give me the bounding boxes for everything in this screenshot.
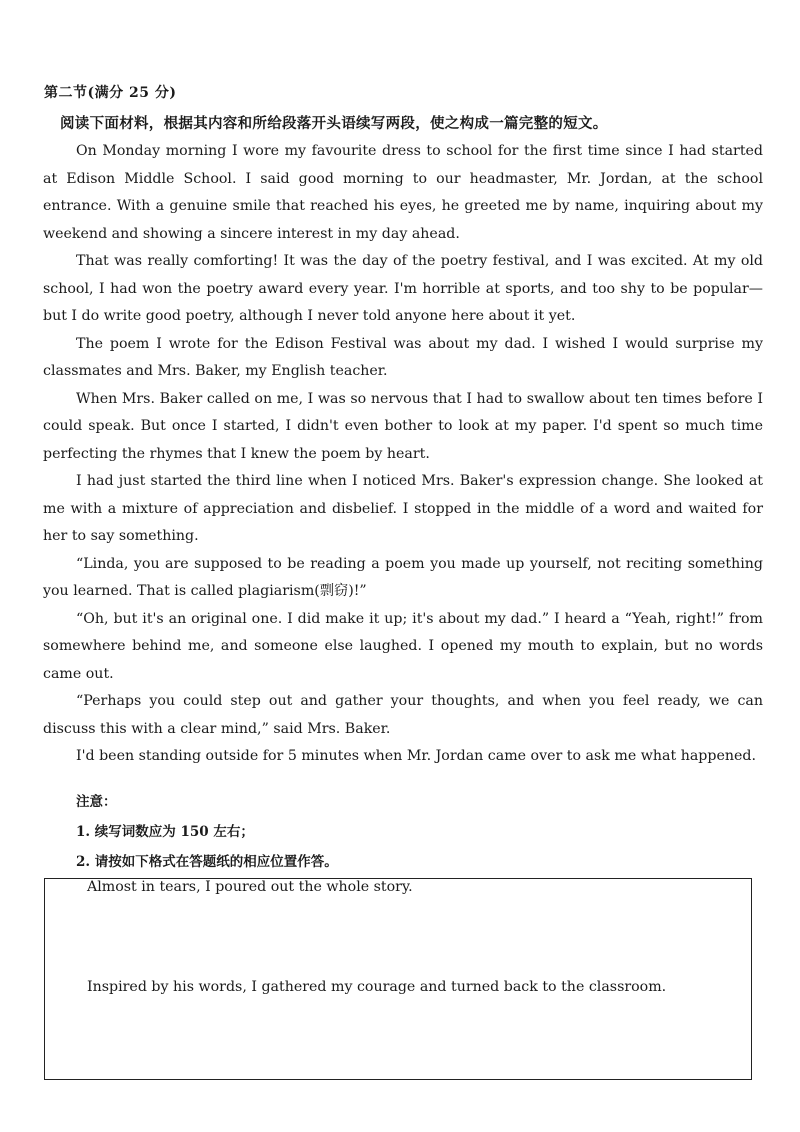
story-paragraph: When Mrs. Baker called on me, I was so nervous that I had to swallow about ten times before I could speak. But once I started, I didn't even bother to look at my paper. I'd spent so much time perfecting the rhymes that I knew the poem by heart. bbox=[43, 390, 763, 462]
task-instruction: 阅读下面材料，根据其内容和所给段落开头语续写两段，使之构成一篇完整的短文。 bbox=[60, 115, 608, 132]
story-paragraph: That was really comforting! It was the day of the poetry festival, and I was excited. At my old school, I had won the poetry award every year. I'm horrible at sports, and too shy to be popular—but I do write good poetry, although I never told anyone here about it yet. bbox=[43, 253, 763, 324]
answer-box[interactable] bbox=[44, 878, 752, 1080]
note-item: 1. 续写词数应为 150 左右； bbox=[76, 824, 254, 840]
paragraph-opener-2: Inspired by his words, I gathered my courage and turned back to the classroom. bbox=[87, 979, 667, 995]
paragraph-opener-1: Almost in tears, I poured out the whole story. bbox=[87, 879, 413, 895]
story-paragraph: The poem I wrote for the Edison Festival was about my dad. I wished I would surprise my classmates and Mrs. Baker, my English teacher. bbox=[43, 335, 763, 379]
story-paragraph: “Linda, you are supposed to be reading a poem you made up yourself, not reciting something you learned. That is called plagiarism(剽窃)!” bbox=[43, 555, 763, 599]
story-paragraph: “Perhaps you could step out and gather your thoughts, and when you feel ready, we can discuss this with a clear mind,” said Mrs. Baker. bbox=[43, 693, 763, 737]
section-title: 第二节(满分 25 分) bbox=[44, 85, 177, 101]
story-text bbox=[43, 138, 763, 771]
story-paragraph: On Monday morning I wore my favourite dress to school for the first time since I had started at Edison Middle School. I said good morning to our headmaster, Mr. Jordan, at the school entrance. With a genuine smile that reached his eyes, he greeted me by name, inquiring about my weekend and showing a sincere interest in my day ahead. bbox=[43, 143, 763, 242]
note-item: 2. 请按如下格式在答题纸的相应位置作答。 bbox=[76, 854, 338, 870]
notes-section bbox=[60, 790, 760, 880]
story-paragraph: “Oh, but it's an original one. I did make it up; it's about my dad.” I heard a “Yeah, right!” from somewhere behind me, and someone else laughed. I opened my mouth to explain, but no words came out. bbox=[43, 610, 763, 682]
notes-title: 注意： bbox=[76, 794, 117, 810]
story-paragraph: I had just started the third line when I noticed Mrs. Baker's expression change. She looked at me with a mixture of appreciation and disbelief. I stopped in the middle of a word and waited for her to say something. bbox=[43, 473, 763, 544]
story-paragraph: I'd been standing outside for 5 minutes when Mr. Jordan came over to ask me what happened. bbox=[76, 748, 756, 764]
